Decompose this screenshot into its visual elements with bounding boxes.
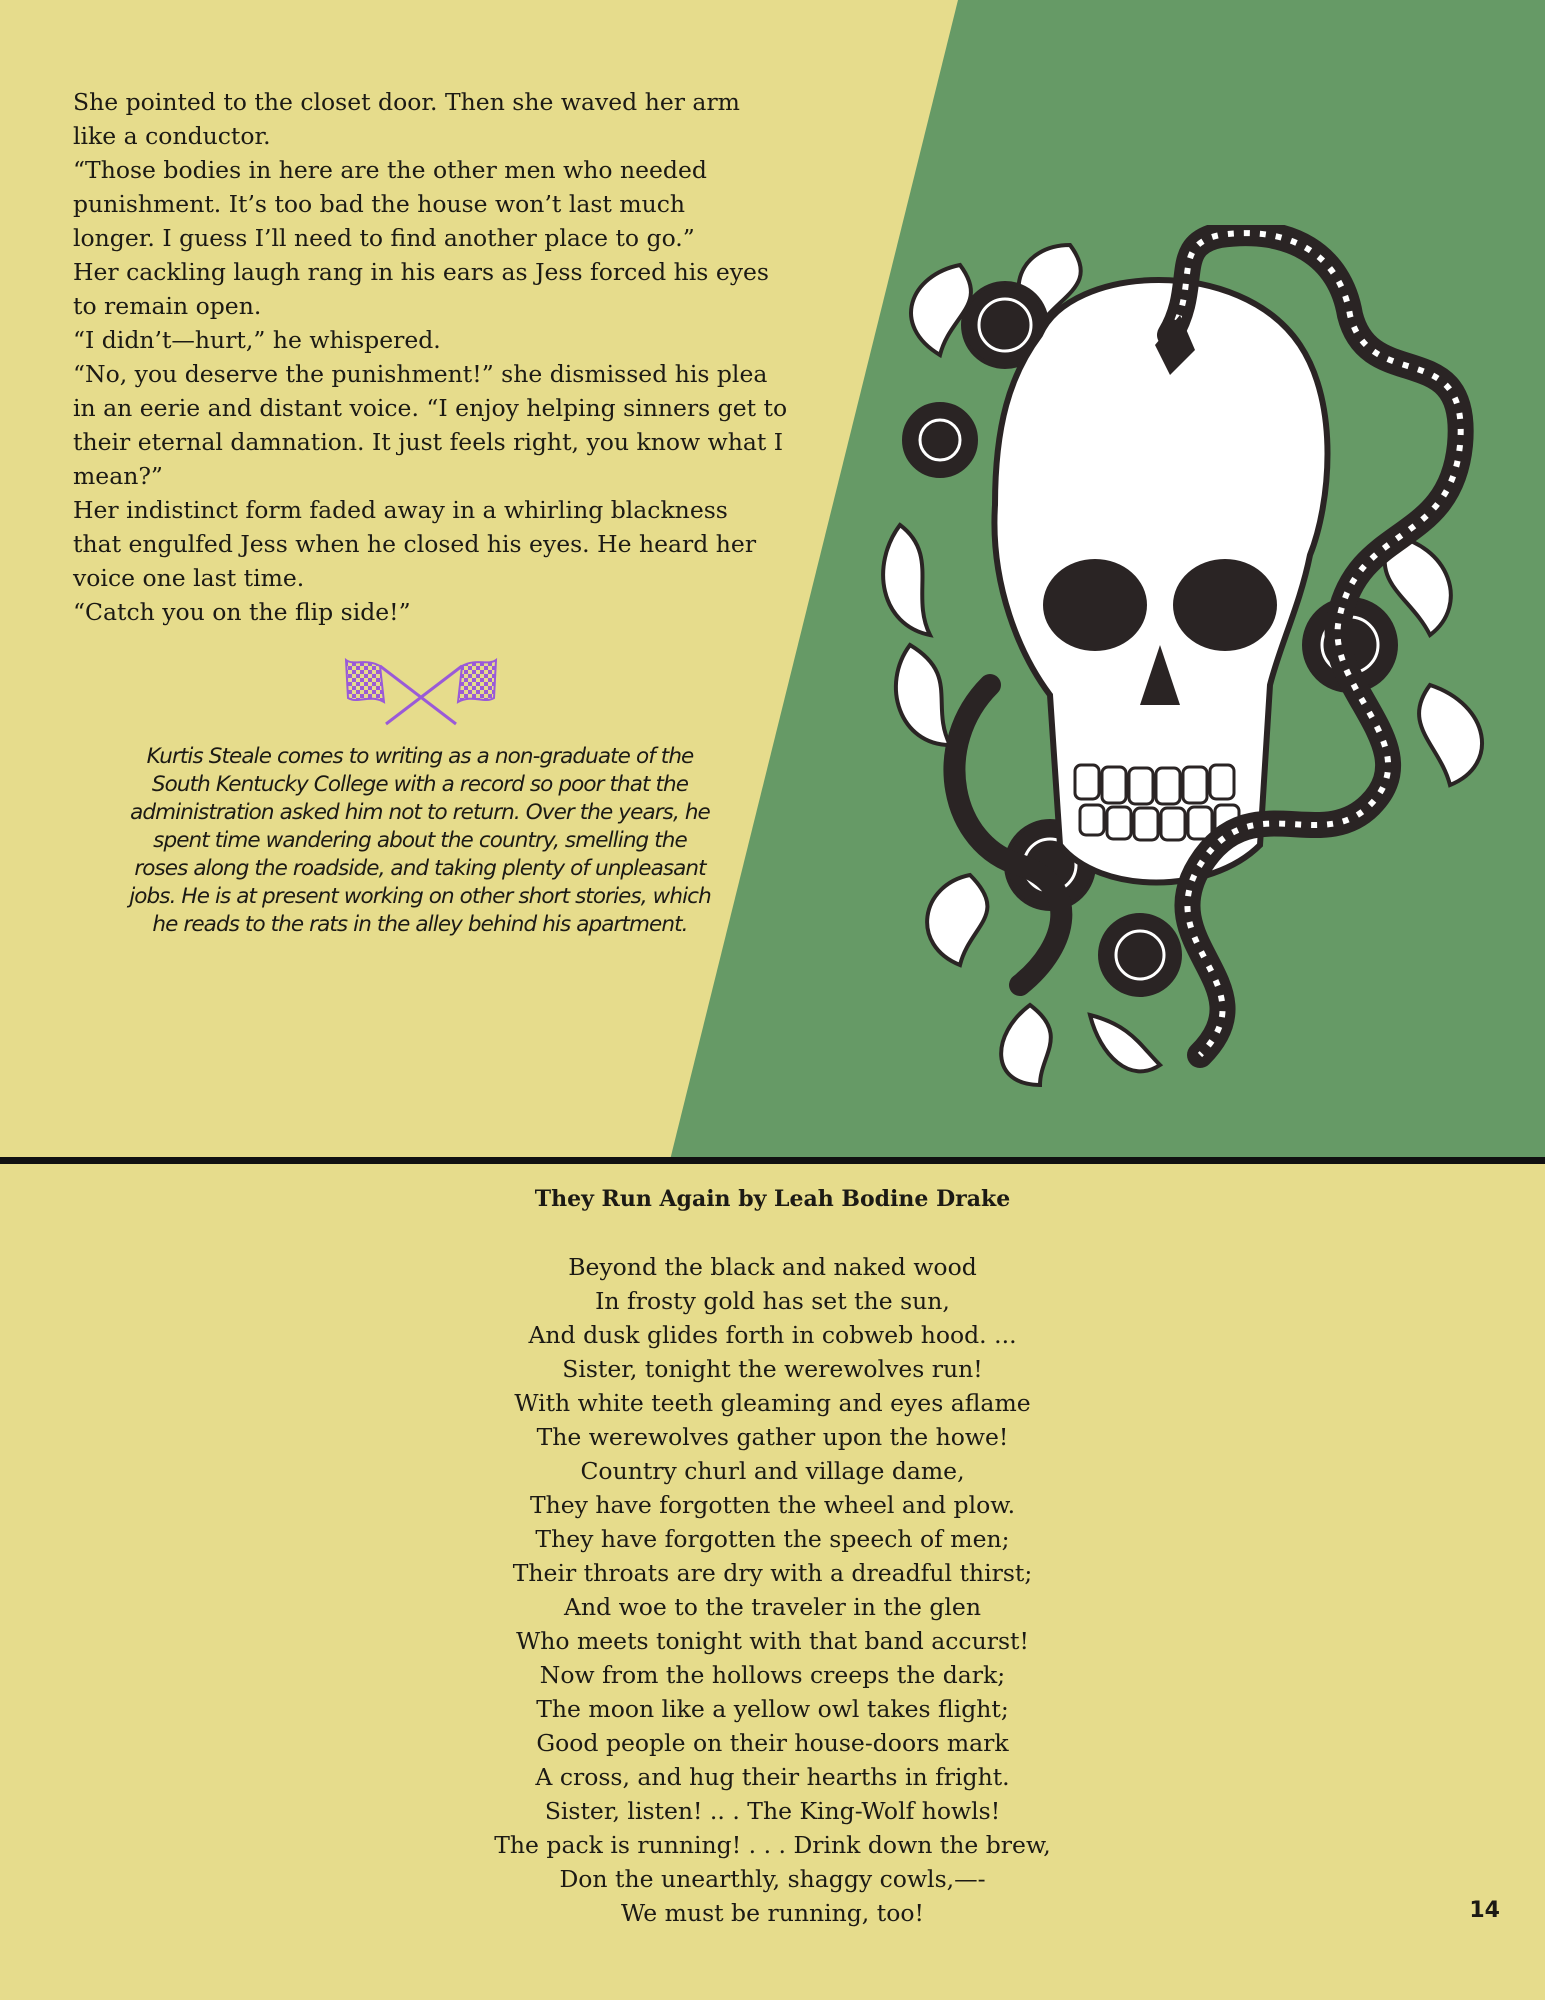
poem-line: In frosty gold has set the sun, — [595, 1287, 950, 1315]
story-line: “Those bodies in here are the other men who needed — [73, 156, 707, 184]
story-line: in an eerie and distant voice. “I enjoy helping sinners get to — [73, 394, 788, 422]
story-line: She pointed to the closet door. Then she waved her arm — [73, 88, 740, 116]
poem-body — [0, 1250, 1545, 1930]
story-line: “Catch you on the flip side!” — [73, 598, 411, 626]
bio-line: spent time wandering about the country, smelling the — [153, 828, 687, 853]
checkered-flags-icon — [344, 654, 498, 726]
story-line: to remain open. — [73, 292, 262, 320]
bio-line: jobs. He is at present working on other short stories, which — [129, 884, 711, 909]
poem-line: Country churl and village dame, — [580, 1457, 965, 1485]
page-number: 14 — [1469, 1898, 1500, 1923]
story-line: “No, you deserve the punishment!” she dismissed his plea — [73, 360, 768, 388]
poem-line: A cross, and hug their hearths in fright. — [535, 1763, 1010, 1791]
section-divider — [0, 1157, 1545, 1164]
story-line: longer. I guess I’ll need to find another place to go.” — [73, 224, 695, 252]
story-line: “I didn’t—hurt,” he whispered. — [73, 326, 441, 354]
poem-line: The pack is running! . . . Drink down the brew, — [494, 1831, 1051, 1859]
poem-title: They Run Again by Leah Bodine Drake — [534, 1186, 1011, 1212]
poem-line: Beyond the black and naked wood — [568, 1253, 977, 1281]
skull-snake-roses-illustration — [870, 225, 1510, 1105]
author-bio — [105, 743, 735, 939]
story-line: mean?” — [73, 462, 163, 490]
poem-line: And dusk glides forth in cobweb hood. ... — [528, 1321, 1017, 1349]
bio-line: he reads to the rats in the alley behind his apartment. — [152, 912, 688, 937]
story-line: like a conductor. — [73, 122, 271, 150]
poem-line: They have forgotten the speech of men; — [535, 1525, 1010, 1553]
poem-line: Good people on their house-doors mark — [536, 1729, 1009, 1757]
bio-line: Kurtis Steale comes to writing as a non-graduate of the — [146, 744, 694, 769]
poem-line: Now from the hollows creeps the dark; — [539, 1661, 1006, 1689]
story-line: their eternal damnation. It just feels right, you know what I — [73, 428, 784, 456]
poem-line: Don the unearthly, shaggy cowls,—- — [559, 1865, 986, 1893]
story-text — [73, 85, 793, 629]
poem-line: They have forgotten the wheel and plow. — [529, 1491, 1016, 1519]
story-line: that engulfed Jess when he closed his eyes. He heard her — [73, 530, 757, 558]
poem-line: The moon like a yellow owl takes flight; — [536, 1695, 1009, 1723]
poem-line: Sister, listen! .. . The King-Wolf howls! — [544, 1797, 1001, 1825]
bio-line: administration asked him not to return. Over the years, he — [130, 800, 710, 825]
poem-line: With white teeth gleaming and eyes aflame — [514, 1389, 1031, 1417]
poem-line: And woe to the traveler in the glen — [564, 1593, 981, 1621]
story-line: punishment. It’s too bad the house won’t last much — [73, 190, 686, 218]
bio-line: South Kentucky College with a record so poor that the — [151, 772, 689, 797]
story-line: Her indistinct form faded away in a whirling blackness — [73, 496, 728, 524]
poem-line: Who meets tonight with that band accurst! — [516, 1627, 1029, 1655]
story-line: Her cackling laugh rang in his ears as Jess forced his eyes — [73, 258, 769, 286]
bio-line: roses along the roadside, and taking plenty of unpleasant — [134, 856, 706, 881]
poem-line: The werewolves gather upon the howe! — [536, 1423, 1009, 1451]
story-line: voice one last time. — [73, 564, 305, 592]
poem-line: We must be running, too! — [621, 1899, 924, 1927]
poem-line: Their throats are dry with a dreadful thirst; — [512, 1559, 1033, 1587]
poem-line: Sister, tonight the werewolves run! — [562, 1355, 983, 1383]
